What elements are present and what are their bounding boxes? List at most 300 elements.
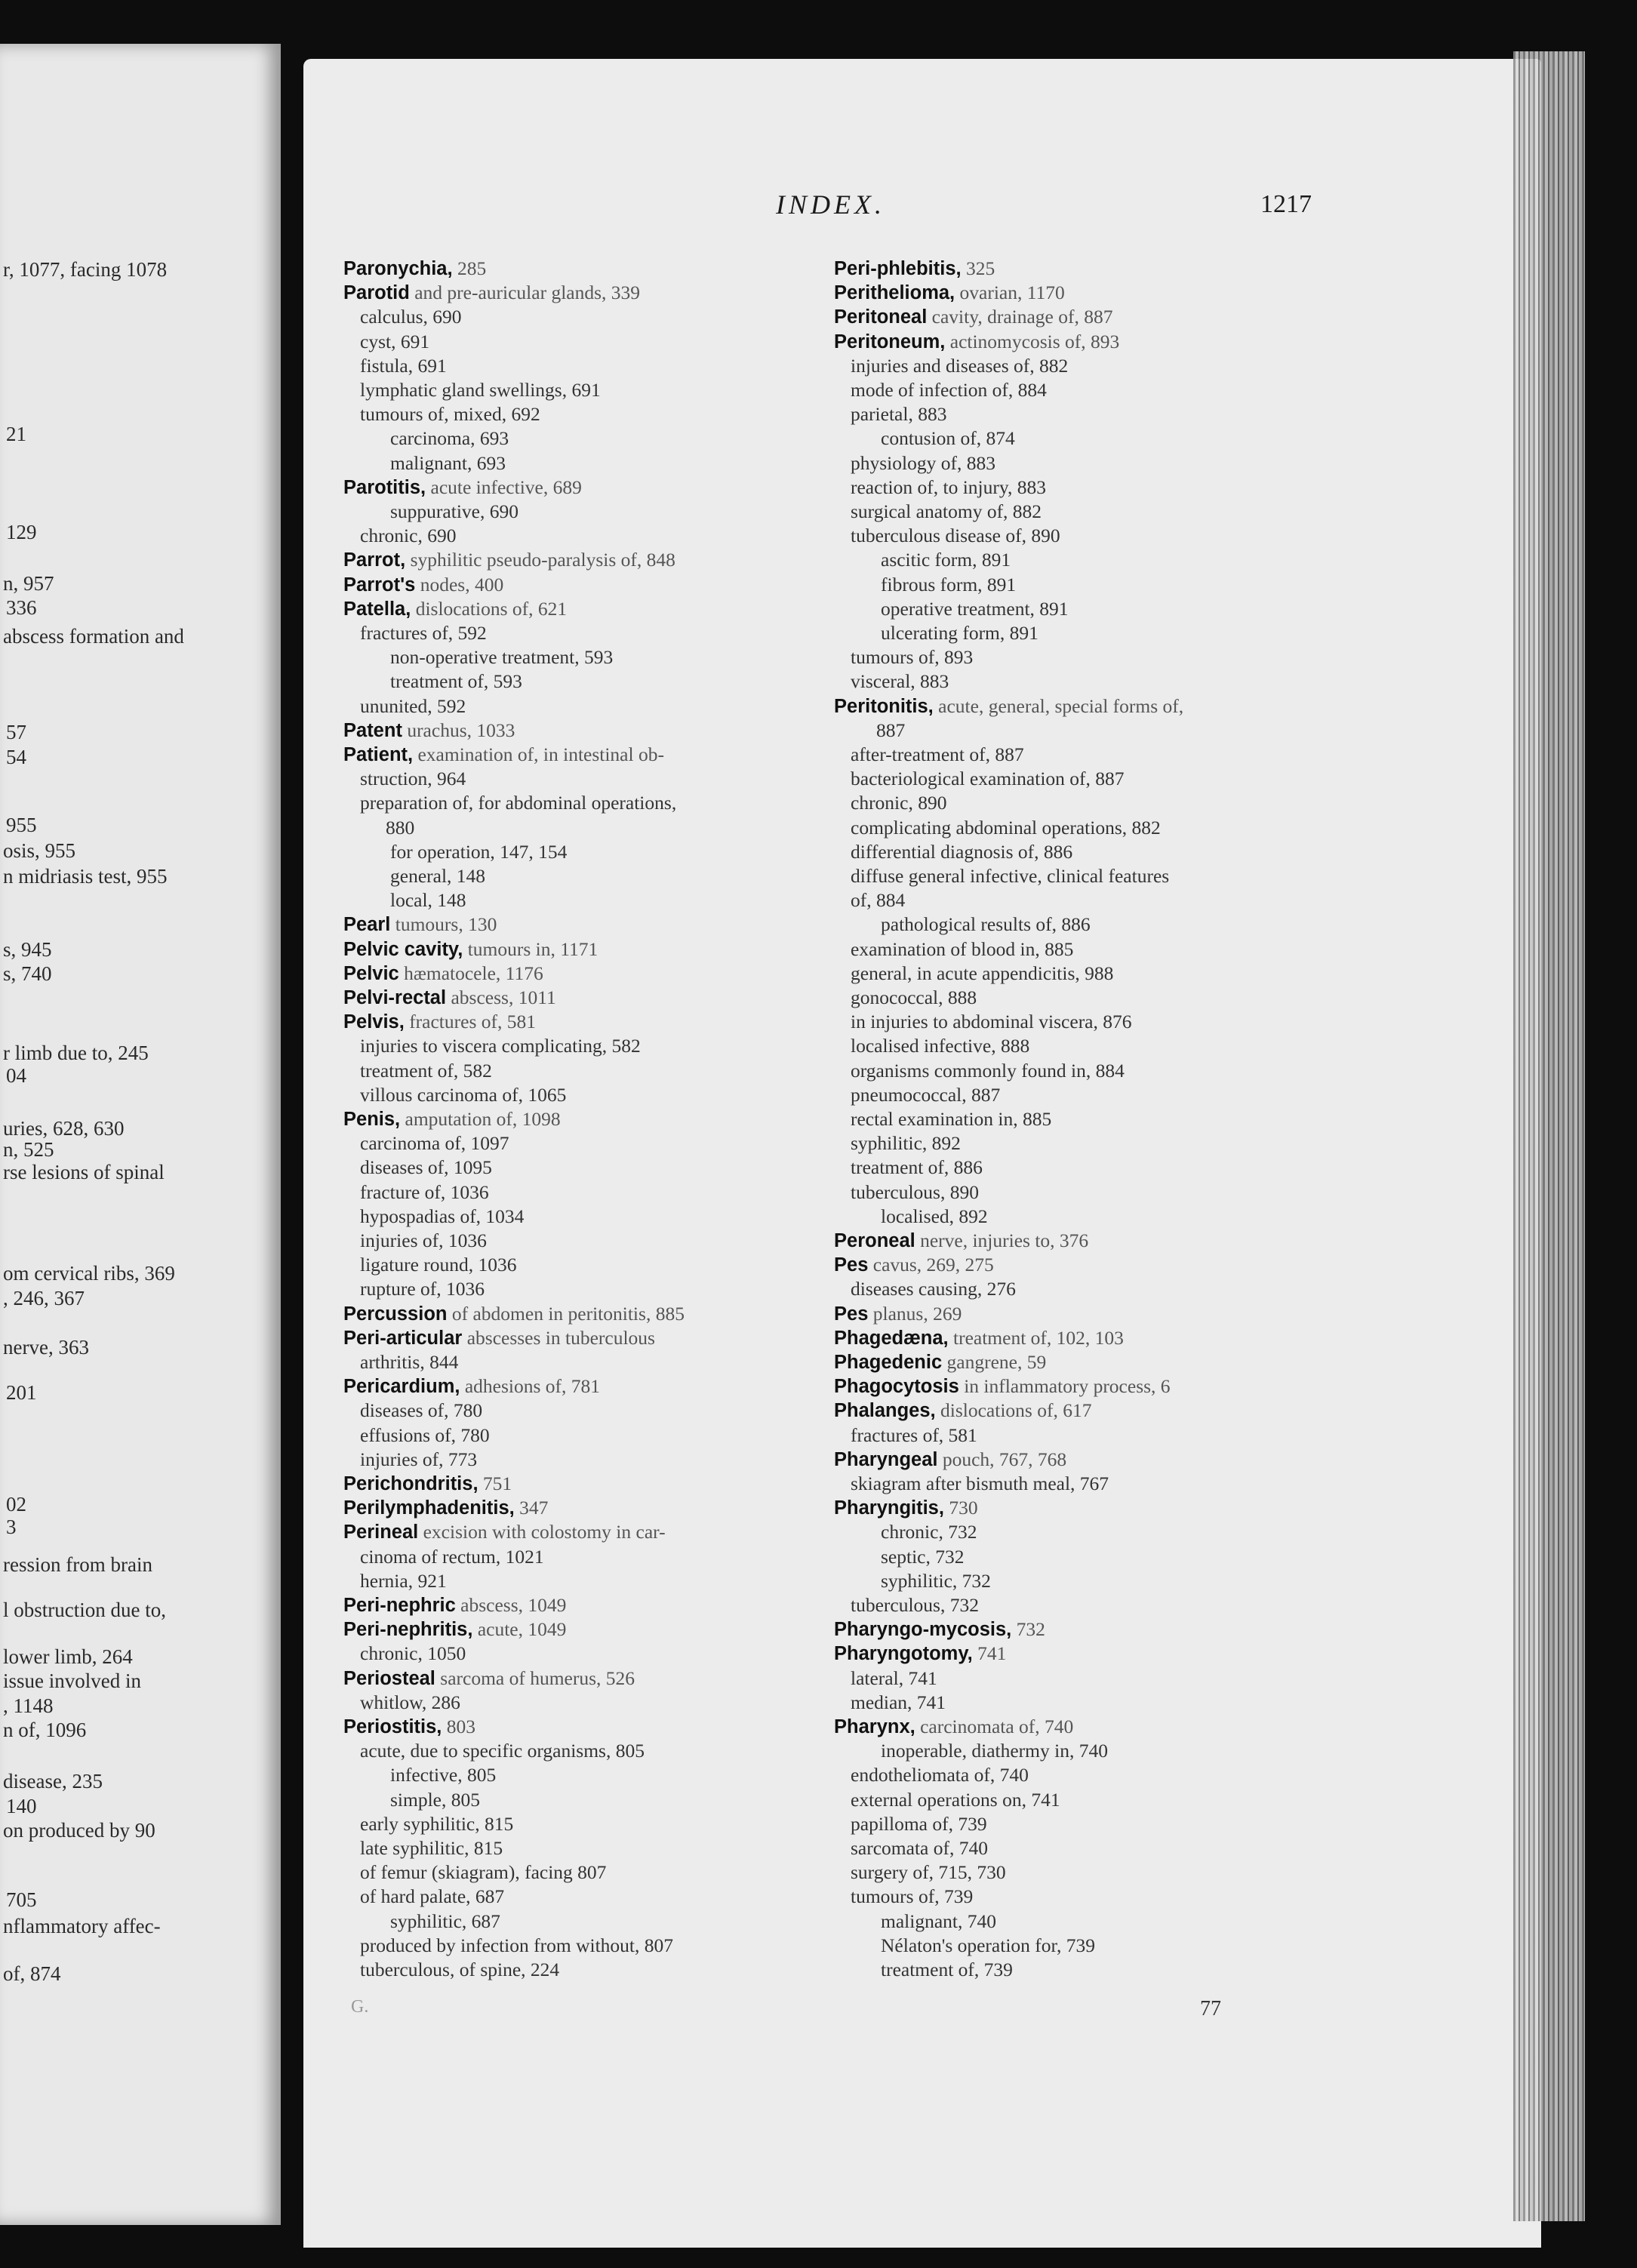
index-entry-text: 741	[972, 1642, 1007, 1665]
index-entry-text: malignant, 740	[881, 1909, 996, 1932]
index-entry-text: gangrene, 59	[942, 1351, 1047, 1373]
index-heading-term: Paronychia,	[343, 258, 453, 279]
index-entry-text: struction, 964	[360, 768, 466, 790]
index-heading-term: Pharyngeal	[834, 1448, 938, 1470]
left-page-line: 201	[6, 1381, 37, 1404]
index-entry-text: fistula, 691	[360, 354, 447, 377]
index-entry-text: abscess, 1049	[455, 1594, 567, 1616]
left-page-line: 129	[6, 521, 37, 543]
index-entry-text: 730	[943, 1497, 978, 1519]
index-entry-text: 325	[961, 257, 995, 279]
index-entry-text: general, 148	[390, 865, 486, 887]
index-heading-entry	[343, 1326, 655, 1350]
left-page-line: r, 1077, facing 1078	[3, 258, 168, 281]
index-entry-text: suppurative, 690	[390, 500, 518, 522]
index-entry-text: cyst, 691	[360, 330, 430, 352]
index-heading-entry	[343, 1617, 566, 1642]
index-entry-text: rupture of, 1036	[360, 1278, 485, 1300]
index-entry-text: septic, 732	[881, 1545, 965, 1568]
index-entry-text: diffuse general infective, clinical features	[851, 865, 1170, 887]
index-subentry	[851, 1691, 946, 1715]
index-subentry	[360, 791, 676, 815]
page-number: 1217	[1260, 190, 1312, 218]
index-entry-text: fractures of, 581	[851, 1423, 977, 1446]
index-entry-text: of, 884	[851, 889, 906, 912]
left-page-line: nflammatory affec-	[3, 1915, 161, 1937]
index-subentry	[881, 1520, 977, 1544]
index-subentry	[881, 597, 1069, 621]
left-page-line: abscess formation and	[3, 625, 184, 648]
index-entry-text: for operation, 147, 154	[390, 840, 568, 863]
index-subentry	[360, 305, 462, 329]
index-entry-text: excision with colostomy in car-	[418, 1521, 666, 1543]
index-entry-text: tuberculous, 732	[851, 1594, 979, 1616]
index-subentry	[360, 621, 487, 645]
index-entry-text: 347	[514, 1497, 549, 1519]
index-subentry	[851, 864, 1169, 888]
index-entry-text: 285	[452, 257, 487, 279]
index-heading-term: Phagedenic	[834, 1352, 943, 1373]
index-entry-text: treatment of, 739	[881, 1959, 1013, 1980]
index-entry-text: tuberculous, 890	[851, 1180, 979, 1203]
index-subentry	[360, 1277, 485, 1301]
index-entry-text: syphilitic pseudo-paralysis of, 848	[405, 549, 675, 571]
index-subentry	[851, 1885, 973, 1909]
index-heading-term: Patient,	[343, 744, 414, 765]
index-subentry	[851, 1034, 1029, 1058]
index-heading-entry	[343, 257, 486, 281]
index-subentry	[851, 840, 1072, 864]
index-heading-entry	[834, 1715, 1073, 1739]
index-subentry	[851, 451, 995, 475]
left-page-line: nerve, 363	[3, 1336, 89, 1359]
page-edges	[1513, 51, 1585, 2221]
index-heading-term: Pericardium,	[343, 1376, 460, 1398]
index-subentry	[851, 645, 973, 669]
index-subentry	[881, 1739, 1108, 1763]
left-page-line: 21	[6, 423, 26, 445]
index-entry-text: ulcerating form, 891	[881, 622, 1039, 644]
index-entry-text: ovarian, 1170	[955, 282, 1065, 304]
index-heading-term: Phalanges,	[834, 1400, 936, 1422]
sheet-number: 77	[1200, 1997, 1221, 2020]
index-entry-text: visceral, 883	[851, 670, 949, 693]
index-heading-term: Phagocytosis	[834, 1376, 959, 1398]
index-entry-text: nodes, 400	[415, 573, 504, 595]
index-subentry	[851, 475, 1046, 500]
index-heading-entry	[343, 912, 497, 937]
index-subentry	[851, 354, 1068, 378]
index-entry-text: injuries of, 1036	[360, 1229, 487, 1251]
index-entry-text: pathological results of, 886	[881, 913, 1091, 936]
index-subentry	[851, 1277, 1016, 1301]
index-subentry	[851, 986, 977, 1010]
left-page-line: 57	[6, 721, 26, 743]
index-subentry	[360, 1958, 559, 1982]
index-subentry	[390, 888, 466, 912]
index-heading-entry	[834, 305, 1112, 329]
index-subentry	[881, 1569, 991, 1593]
left-page-line: ression from brain	[3, 1553, 152, 1576]
index-heading-term: Peri-articular	[343, 1327, 463, 1349]
index-heading-term: Peri-nephric	[343, 1595, 456, 1616]
left-page	[0, 44, 281, 2225]
index-subentry	[851, 1593, 979, 1617]
left-page-line: 705	[6, 1888, 37, 1911]
index-subentry	[881, 426, 1015, 451]
index-entry-text: cavity, drainage of, 887	[927, 306, 1113, 328]
index-heading-term: Phagedæna,	[834, 1327, 949, 1349]
index-heading-term: Peritoneum,	[834, 331, 946, 352]
index-subentry	[390, 1788, 480, 1812]
index-subentry	[360, 1739, 645, 1763]
index-heading-entry	[343, 597, 567, 621]
index-heading-entry	[343, 1520, 666, 1544]
index-subentry	[851, 1423, 977, 1448]
index-subentry	[360, 1836, 503, 1860]
left-page-line: 140	[6, 1795, 37, 1817]
index-entry-text: after-treatment of, 887	[851, 743, 1024, 765]
index-entry-text: bacteriological examination of, 887	[851, 768, 1125, 790]
index-subentry	[390, 840, 567, 864]
left-page-line: n of, 1096	[3, 1719, 87, 1741]
left-page-line: issue involved in	[3, 1669, 141, 1692]
index-heading-entry	[343, 937, 598, 962]
left-page-line: s, 740	[3, 962, 52, 985]
index-subentry	[360, 1205, 524, 1229]
index-subentry	[390, 645, 613, 669]
index-subentry	[881, 1205, 988, 1229]
index-entry-text: carcinoma, 693	[390, 427, 509, 450]
index-subentry	[851, 1010, 1132, 1034]
index-subentry	[851, 1836, 988, 1860]
index-subentry	[851, 767, 1125, 791]
index-entry-text: gonococcal, 888	[851, 986, 977, 1008]
index-heading-term: Parotid	[343, 282, 410, 304]
index-entry-text: examination of, in intestinal ob-	[413, 743, 664, 765]
index-heading-entry	[834, 1374, 1171, 1399]
index-entry-text: 751	[478, 1473, 512, 1494]
index-subentry	[851, 1472, 1109, 1496]
index-entry-text: amputation of, 1098	[400, 1108, 561, 1130]
index-entry-text: injuries to viscera complicating, 582	[360, 1035, 641, 1057]
index-subentry	[881, 573, 1016, 597]
index-entry-text: lateral, 741	[851, 1666, 937, 1689]
index-heading-term: Periostitis,	[343, 1716, 442, 1737]
index-entry-text: complicating abdominal operations, 882	[851, 816, 1161, 839]
index-subentry	[360, 1885, 504, 1909]
index-entry-text: tumours of, 893	[851, 646, 974, 669]
index-entry-text: 887	[876, 719, 906, 741]
index-heading-entry	[834, 1642, 1006, 1666]
index-entry-text: chronic, 890	[851, 792, 947, 814]
index-entry-text: calculus, 690	[360, 306, 462, 328]
index-entry-text: external operations on, 741	[851, 1788, 1060, 1811]
index-subentry	[851, 937, 1073, 962]
index-entry-text: chronic, 1050	[360, 1642, 466, 1665]
index-entry-text: arthritis, 844	[360, 1351, 459, 1373]
index-entry-text: abscess, 1011	[446, 986, 556, 1008]
left-page-line: disease, 235	[3, 1770, 103, 1793]
index-subentry	[360, 1229, 487, 1253]
left-page-line: 3	[6, 1516, 17, 1538]
index-heading-entry	[343, 548, 675, 572]
index-heading-term: Pes	[834, 1254, 869, 1276]
index-entry-text: actinomycosis of, 893	[945, 330, 1120, 352]
index-entry-text: produced by infection from without, 807	[360, 1934, 673, 1956]
index-entry-text: in inflammatory process, 6	[959, 1375, 1171, 1398]
index-entry-text: carcinoma of, 1097	[360, 1132, 509, 1155]
index-heading-term: Parotitis,	[343, 476, 426, 498]
index-heading-term: Patella,	[343, 598, 411, 620]
left-page-line: rse lesions of spinal	[3, 1161, 165, 1183]
index-entry-text: preparation of, for abdominal operations,	[360, 792, 677, 814]
index-entry-text: simple, 805	[390, 1788, 480, 1811]
index-entry-text: of abdomen in peritonitis, 885	[447, 1302, 685, 1325]
index-subentry	[360, 330, 429, 354]
left-page-line: n, 957	[3, 572, 54, 595]
index-heading-term: Patent	[343, 719, 402, 741]
index-heading-term: Peri-phlebitis,	[834, 258, 962, 279]
index-subentry	[360, 1642, 466, 1666]
left-page-line: 02	[6, 1493, 26, 1516]
index-subentry	[360, 354, 447, 378]
index-entry-text: acute, general, special forms of,	[933, 694, 1184, 717]
index-heading-entry	[343, 962, 543, 986]
index-subentry	[881, 548, 1011, 572]
index-subentry	[360, 1253, 517, 1277]
index-heading-entry	[834, 1496, 978, 1520]
index-entry-text: operative treatment, 891	[881, 597, 1069, 620]
index-entry-text: diseases of, 780	[360, 1399, 483, 1422]
left-page-line: l obstruction due to,	[3, 1599, 166, 1621]
index-subentry	[851, 1059, 1125, 1083]
index-heading-entry	[343, 719, 515, 743]
index-heading-term: Percussion	[343, 1303, 448, 1325]
index-subentry	[360, 1860, 606, 1885]
index-subentry	[360, 1812, 513, 1836]
index-heading-entry	[343, 281, 640, 305]
index-entry-text: infective, 805	[390, 1764, 497, 1786]
index-entry-text: villous carcinoma of, 1065	[360, 1083, 567, 1106]
index-heading-term: Pes	[834, 1303, 869, 1325]
index-entry-text: ligature round, 1036	[360, 1254, 517, 1276]
index-heading-entry	[834, 1253, 994, 1277]
index-subentry	[360, 1180, 489, 1205]
index-entry-text: whitlow, 286	[360, 1691, 460, 1713]
index-subentry	[851, 1107, 1051, 1131]
index-entry-text: tumours of, mixed, 692	[360, 403, 540, 426]
index-entry-text: physiology of, 883	[851, 451, 995, 474]
left-page-line: osis, 955	[3, 839, 76, 862]
index-entry-text: ascitic form, 891	[881, 549, 1011, 571]
index-heading-term: Peroneal	[834, 1230, 915, 1251]
index-subentry	[360, 1423, 490, 1448]
index-heading-entry	[343, 986, 556, 1010]
index-entry-text: adhesions of, 781	[460, 1375, 601, 1398]
index-subentry	[360, 1156, 492, 1180]
index-entry-text: syphilitic, 687	[390, 1909, 500, 1932]
index-entry-text: hæmatocele, 1176	[398, 962, 543, 984]
index-subentry	[881, 1934, 1095, 1958]
index-subentry	[851, 1812, 987, 1836]
index-heading-term: Penis,	[343, 1109, 401, 1130]
index-heading-entry	[343, 1593, 566, 1617]
index-heading-entry	[343, 1107, 561, 1131]
index-entry-text: local, 148	[390, 889, 466, 912]
index-subentry	[851, 791, 946, 815]
index-entry-text: tumours of, 739	[851, 1885, 974, 1908]
left-page-line: n, 525	[3, 1138, 54, 1161]
index-entry-text: localised, 892	[881, 1205, 988, 1227]
running-head: INDEX.	[776, 189, 885, 220]
index-heading-term: Perineal	[343, 1522, 419, 1543]
left-page-line: uries, 628, 630	[3, 1117, 125, 1140]
index-entry-text: examination of blood in, 885	[851, 937, 1074, 960]
index-subentry	[851, 500, 1042, 524]
index-heading-entry	[834, 1617, 1045, 1642]
index-entry-text: abscesses in tuberculous	[462, 1326, 655, 1349]
index-subentry	[360, 1399, 482, 1423]
left-page-line: 336	[6, 596, 37, 619]
index-heading-entry	[343, 1374, 600, 1399]
index-heading-term: Pelvic cavity,	[343, 938, 463, 960]
index-heading-term: Parrot's	[343, 574, 416, 595]
index-subentry	[876, 719, 905, 743]
index-subentry	[390, 500, 518, 524]
index-entry-text: sarcomata of, 740	[851, 1837, 988, 1859]
index-heading-entry	[343, 475, 582, 500]
index-entry-text: treatment of, 582	[360, 1059, 492, 1082]
index-subentry	[881, 1909, 996, 1934]
index-subentry	[881, 912, 1091, 937]
index-subentry	[390, 451, 506, 475]
index-entry-text: surgery of, 715, 730	[851, 1861, 1006, 1884]
index-entry-text: mode of infection of, 884	[851, 379, 1047, 401]
index-heading-entry	[343, 743, 664, 767]
index-entry-text: diseases causing, 276	[851, 1278, 1016, 1300]
index-entry-text: injuries and diseases of, 882	[851, 354, 1069, 377]
index-entry-text: pneumococcal, 887	[851, 1083, 1001, 1106]
index-entry-text: hernia, 921	[360, 1569, 447, 1592]
index-subentry	[851, 524, 1060, 548]
index-entry-text: treatment of, 886	[851, 1156, 983, 1179]
index-entry-text: of hard palate, 687	[360, 1885, 505, 1908]
index-entry-text: effusions of, 780	[360, 1423, 490, 1446]
index-entry-text: papilloma of, 739	[851, 1812, 987, 1835]
index-subentry	[360, 524, 456, 548]
index-heading-entry	[834, 1350, 1046, 1374]
index-subentry	[851, 1083, 1000, 1107]
index-subentry	[851, 378, 1047, 402]
index-subentry	[360, 767, 466, 791]
index-entry-text: treatment of, 593	[390, 670, 522, 693]
index-entry-text: syphilitic, 732	[881, 1569, 991, 1592]
index-subentry	[360, 402, 540, 426]
index-subentry	[360, 1034, 641, 1058]
left-page-line: 04	[6, 1064, 26, 1087]
index-entry-text: fractures of, 581	[404, 1011, 536, 1033]
index-heading-term: Pharyngotomy,	[834, 1643, 973, 1665]
index-heading-entry	[834, 1399, 1091, 1423]
index-subentry	[360, 1934, 673, 1958]
index-subentry	[851, 962, 1113, 986]
index-entry-text: treatment of, 102, 103	[948, 1326, 1124, 1349]
index-subentry	[881, 1958, 1013, 1982]
index-entry-text: surgical anatomy of, 882	[851, 500, 1042, 522]
index-entry-text: fracture of, 1036	[360, 1180, 489, 1203]
index-entry-text: fibrous form, 891	[881, 573, 1017, 595]
index-entry-text: urachus, 1033	[402, 719, 515, 741]
index-heading-term: Peri-nephritis,	[343, 1619, 473, 1641]
left-page-line: r limb due to, 245	[3, 1042, 149, 1064]
index-entry-text: pouch, 767, 768	[937, 1448, 1067, 1470]
index-subentry	[360, 1569, 447, 1593]
index-subentry	[851, 888, 905, 912]
index-heading-entry	[343, 1666, 635, 1691]
index-subentry	[360, 1545, 544, 1569]
index-entry-text: 732	[1011, 1618, 1045, 1641]
index-subentry	[851, 1180, 979, 1205]
index-heading-term: Peritonitis,	[834, 695, 934, 717]
index-heading-entry	[343, 1010, 536, 1034]
index-heading-entry	[834, 1326, 1124, 1350]
index-entry-text: dislocations of, 617	[935, 1399, 1092, 1422]
index-heading-entry	[834, 330, 1119, 354]
index-entry-text: hypospadias of, 1034	[360, 1205, 525, 1227]
index-entry-text: cavus, 269, 275	[868, 1254, 994, 1276]
index-entry-text: non-operative treatment, 593	[390, 646, 614, 669]
index-heading-entry	[343, 1302, 685, 1326]
index-subentry	[851, 1156, 983, 1180]
index-subentry	[881, 1545, 964, 1569]
index-entry-text: tumours, 130	[390, 913, 497, 936]
index-entry-text: injuries of, 773	[360, 1448, 478, 1470]
index-entry-text: late syphilitic, 815	[360, 1837, 503, 1859]
left-page-line: lower limb, 264	[3, 1645, 133, 1668]
index-entry-text: reaction of, to injury, 883	[851, 475, 1046, 498]
index-subentry	[390, 864, 485, 888]
index-entry-text: of femur (skiagram), facing 807	[360, 1861, 607, 1884]
left-page-line: n midriasis test, 955	[3, 865, 168, 888]
index-heading-term: Perithelioma,	[834, 282, 955, 304]
index-heading-term: Parrot,	[343, 549, 406, 571]
index-heading-entry	[834, 257, 995, 281]
index-entry-text: tuberculous, of spine, 224	[360, 1959, 560, 1980]
index-heading-entry	[834, 694, 1183, 719]
index-entry-text: Nélaton's operation for, 739	[881, 1934, 1095, 1956]
index-entry-text: inoperable, diathermy in, 740	[881, 1740, 1108, 1762]
index-heading-entry	[834, 1302, 962, 1326]
index-entry-text: skiagram after bismuth meal, 767	[851, 1473, 1109, 1494]
index-entry-text: differential diagnosis of, 886	[851, 840, 1073, 863]
index-heading-term: Peritoneal	[834, 306, 928, 328]
index-heading-term: Pelvis,	[343, 1011, 405, 1033]
index-heading-term: Pelvic	[343, 962, 399, 984]
index-entry-text: parietal, 883	[851, 403, 947, 426]
index-subentry	[851, 816, 1161, 840]
index-subentry	[360, 1691, 460, 1715]
index-entry-text: diseases of, 1095	[360, 1156, 492, 1179]
index-entry-text: ununited, 592	[360, 694, 466, 717]
index-entry-text: acute, 1049	[472, 1618, 567, 1641]
index-entry-text: in injuries to abdominal viscera, 876	[851, 1011, 1132, 1033]
index-entry-text: malignant, 693	[390, 451, 506, 474]
left-page-line: of, 874	[3, 1962, 61, 1985]
index-entry-text: acute infective, 689	[426, 475, 582, 498]
index-heading-term: Periosteal	[343, 1667, 435, 1689]
index-subentry	[360, 378, 601, 402]
